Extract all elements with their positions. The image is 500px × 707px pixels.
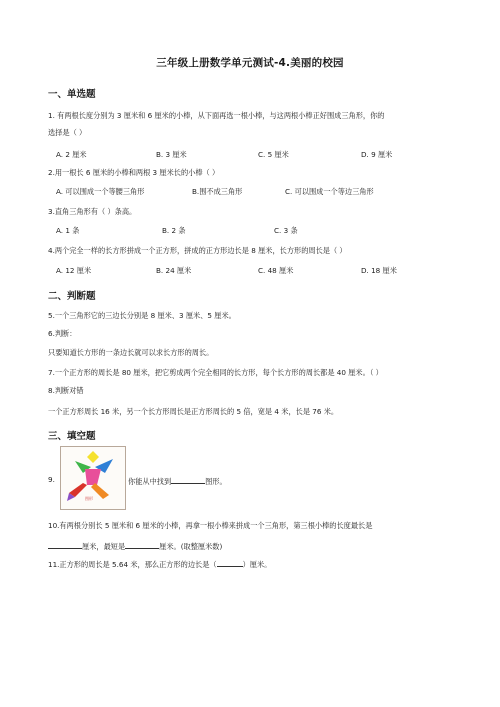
question-1-option-d[interactable]: D. 9 厘米 — [361, 150, 393, 159]
question-4-option-a[interactable]: A. 12 厘米 — [56, 266, 92, 275]
question-10-text-end: 厘米。(取整厘米数) — [159, 542, 223, 551]
question-1-text-cont: 选择是（ ） — [48, 128, 87, 137]
question-10-text-cont — [48, 540, 222, 552]
question-9-number: 9. — [48, 475, 55, 484]
question-2-option-a[interactable]: A. 可以围成一个等腰三角形 — [56, 187, 145, 196]
tangram-figure-icon — [61, 447, 125, 509]
question-9-text-after: 图形。 — [205, 477, 227, 486]
question-11-text-after: ）厘米。 — [242, 560, 272, 569]
question-2-option-b[interactable]: B.围不成三角形 — [192, 187, 243, 196]
question-10-blank-max[interactable] — [48, 540, 82, 549]
question-7-text: 7.一个正方形的周长是 80 厘米，把它剪成两个完全相同的长方形，每个长方形的周长都是 40 厘米。（ ） — [48, 368, 383, 377]
tangram-right-leg-piece — [91, 483, 109, 499]
question-8-label: 8.判断对错 — [48, 386, 84, 395]
question-1-option-c[interactable]: C. 5 厘米 — [258, 150, 289, 159]
question-3-option-a[interactable]: A. 1 条 — [56, 226, 80, 235]
question-4-option-b[interactable]: B. 24 厘米 — [156, 266, 192, 275]
question-1-text: 1. 有两根长度分别为 3 厘米和 6 厘米的小棒，从下面再选一根小棒，与这两根小棒正好围成三角形，你的 — [48, 111, 385, 120]
section-heading-single-choice: 一、单选题 — [48, 89, 96, 100]
question-2-option-c[interactable]: C. 可以围成一个等边三角形 — [285, 187, 374, 196]
question-4-option-d[interactable]: D. 18 厘米 — [361, 266, 397, 275]
question-9-answer-blank[interactable] — [171, 475, 205, 484]
tangram-body-piece — [85, 469, 101, 485]
question-1-option-b[interactable]: B. 3 厘米 — [156, 150, 187, 159]
question-3-option-b[interactable]: B. 2 条 — [162, 226, 186, 235]
tangram-head-piece — [87, 451, 99, 463]
question-6-label: 6.判断： — [48, 329, 77, 338]
question-11-answer-blank[interactable] — [217, 558, 243, 567]
question-9-text-before: 你能从中找到 — [128, 477, 172, 486]
question-8-text: 一个正方形周长 16 米，另一个长方形周长是正方形周长的 5 倍，宽是 4 米，长是 76 米。 — [48, 407, 339, 416]
question-11-text-before: 11.正方形的周长是 5.64 米，那么正方形的边长是（ — [48, 560, 217, 569]
question-5-text: 5.一个三角形它的三边长分别是 8 厘米、3 厘米、5 厘米。 — [48, 311, 236, 320]
question-11-text — [48, 558, 271, 570]
question-10-text: 10.有两根分别长 5 厘米和 6 厘米的小棒，再拿一根小棒来拼成一个三角形，第三根小棒的长度最长是 — [48, 521, 373, 530]
question-3-text: 3.直角三角形有（ ）条高。 — [48, 207, 137, 216]
question-6-text: 只要知道长方形的一条边长就可以求长方形的周长。 — [48, 348, 214, 357]
question-9-text — [128, 475, 227, 487]
question-1-option-a[interactable]: A. 2 厘米 — [56, 150, 87, 159]
question-3-option-c[interactable]: C. 3 条 — [274, 226, 298, 235]
question-10-text-mid: 厘米，最短是 — [82, 542, 126, 551]
tangram-caption: 图形 — [85, 496, 93, 501]
question-2-text: 2.用一根长 6 厘米的小棒和两根 3 厘米长的小棒（ ） — [48, 168, 220, 177]
section-heading-fill-blank: 三、填空题 — [48, 431, 96, 442]
question-4-text: 4.两个完全一样的长方形拼成一个正方形，拼成的正方形边长是 8 厘米，长方形的周长是（ ） — [48, 246, 347, 255]
tangram-figure — [60, 446, 126, 510]
question-4-option-c[interactable]: C. 48 厘米 — [258, 266, 294, 275]
question-10-blank-min[interactable] — [125, 540, 159, 549]
section-heading-true-false: 二、判断题 — [48, 291, 96, 302]
page-title: 三年级上册数学单元测试-4.美丽的校园 — [156, 57, 344, 69]
